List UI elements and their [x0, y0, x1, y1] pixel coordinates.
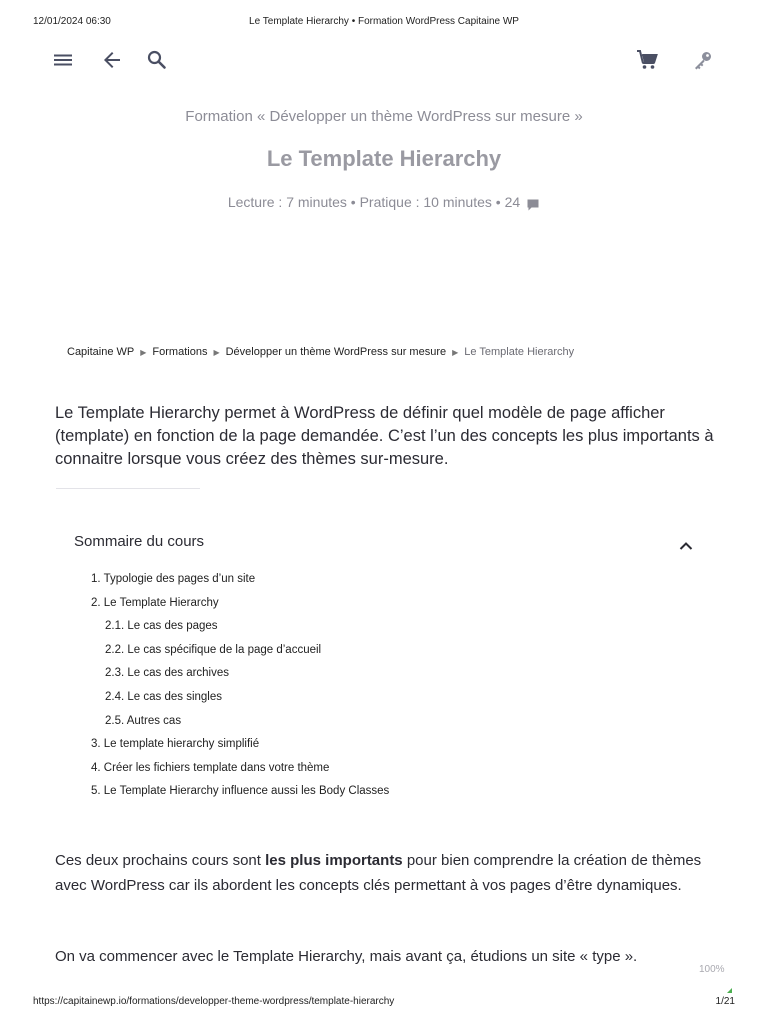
summary-title: Sommaire du cours	[74, 533, 205, 550]
zoom-level: 100%	[699, 964, 725, 975]
summary-link[interactable]: 3. Le template hierarchy simplifié	[91, 738, 260, 751]
summary-link[interactable]: 2.3. Le cas des archives	[105, 667, 230, 680]
chevron-up-icon[interactable]	[678, 534, 694, 550]
key-icon[interactable]	[691, 48, 715, 72]
cart-icon[interactable]	[635, 48, 659, 72]
summary-subitem	[56, 615, 712, 639]
resize-corner-icon	[727, 980, 732, 985]
page-number: 1/21	[715, 996, 735, 1007]
body-paragraph-1	[55, 848, 715, 898]
divider	[56, 488, 200, 489]
top-toolbar	[0, 44, 768, 76]
body-text-start: Ces deux prochains cours sont	[55, 852, 266, 869]
breadcrumb	[67, 346, 574, 358]
breadcrumb-item-home[interactable]: Capitaine WP	[67, 346, 135, 358]
breadcrumb-separator-icon: ▶	[213, 347, 220, 357]
summary-item	[56, 733, 712, 757]
breadcrumb-separator-icon: ▶	[452, 347, 459, 357]
summary-subitem	[56, 710, 712, 734]
summary-link[interactable]: 1. Typologie des pages d’un site	[91, 573, 256, 585]
summary-link[interactable]: 2.4. Le cas des singles	[105, 690, 222, 703]
reading-meta	[0, 192, 768, 212]
summary-link[interactable]: 2.5. Autres cas	[105, 714, 182, 727]
summary-link[interactable]: 2.1. Le cas des pages	[105, 620, 218, 633]
summary-link[interactable]: 2. Le Template Hierarchy	[91, 596, 219, 609]
summary-item	[56, 757, 712, 781]
summary-link[interactable]: 2.2. Le cas spécifique de la page d’accueil	[105, 643, 322, 656]
summary-item	[56, 592, 712, 616]
summary-subitem	[56, 639, 712, 663]
print-header	[33, 16, 735, 30]
summary-subitem	[56, 662, 712, 686]
body-paragraph-2: On va commencer avec le Template Hierarchy, mais avant ça, étudions un site « type ».	[55, 948, 638, 965]
search-icon[interactable]	[145, 48, 169, 72]
summary-subitem	[56, 686, 712, 710]
summary-item	[56, 568, 712, 592]
back-arrow-icon[interactable]	[100, 48, 124, 72]
breadcrumb-separator-icon: ▶	[140, 347, 147, 357]
breadcrumb-item-formations[interactable]: Formations	[152, 346, 208, 358]
summary-list	[56, 568, 712, 804]
course-title[interactable]: Formation « Développer un thème WordPress sur mesure »	[185, 108, 583, 125]
comment-bubble-icon[interactable]	[526, 197, 540, 211]
summary-item	[56, 780, 712, 804]
print-date: 12/01/2024 06:30	[33, 16, 111, 27]
menu-icon[interactable]	[51, 48, 75, 72]
course-summary	[56, 526, 712, 804]
summary-link[interactable]: 4. Créer les fichiers template dans votre thème	[91, 761, 330, 774]
summary-link[interactable]: 5. Le Template Hierarchy influence aussi les Body Classes	[91, 785, 390, 798]
breadcrumb-item-current: Le Template Hierarchy	[464, 346, 575, 358]
page-hero	[0, 106, 768, 212]
body-text-end: pour bien comprendre la création de thèmes avec WordPress car ils abordent les concepts clés permettant à vos pages d’être dynamiques.	[55, 852, 702, 894]
print-url: https://capitainewp.io/formations/developper-theme-wordpress/template-hierarchy	[33, 996, 395, 1007]
page-title: Le Template Hierarchy	[266, 146, 502, 171]
print-footer	[33, 996, 735, 1010]
print-page-title: Le Template Hierarchy • Formation WordPress Capitaine WP	[249, 16, 519, 27]
breadcrumb-item-course[interactable]: Développer un thème WordPress sur mesure	[225, 346, 447, 358]
intro-paragraph: Le Template Hierarchy permet à WordPress de définir quel modèle de page afficher (template) en fonction de la page demandée. C’est l’un des concepts les plus importants à connaitre lorsque vous créez des thèmes sur-mesure.	[55, 404, 714, 468]
reading-time-text: Lecture : 7 minutes • Pratique : 10 minutes • 24	[227, 194, 521, 210]
body-emphasis: les plus importants	[265, 852, 403, 869]
summary-toggle[interactable]	[56, 526, 712, 558]
